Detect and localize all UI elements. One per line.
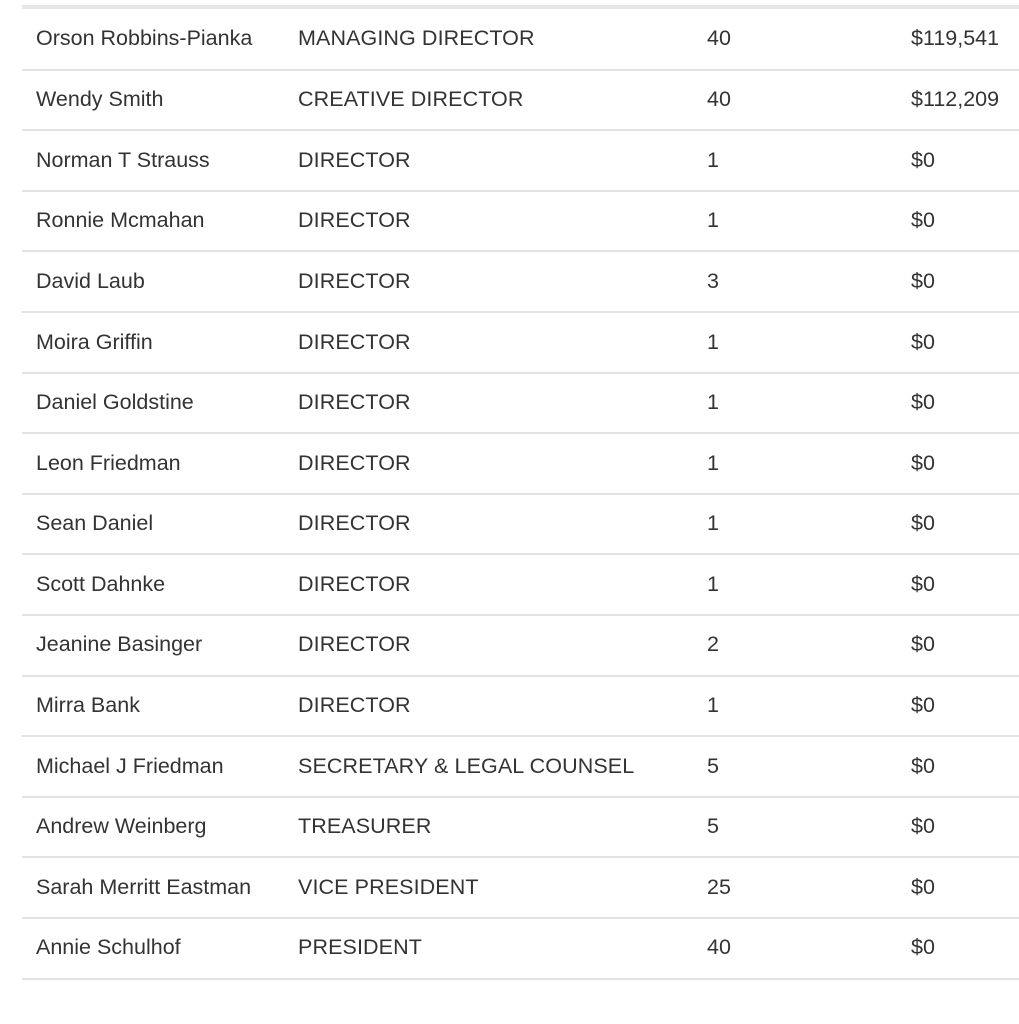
person-name: Daniel Goldstine: [36, 390, 194, 415]
table-row: [22, 857, 1019, 918]
hours-per-week: 1: [707, 329, 719, 354]
compensation-amount: $0: [911, 390, 935, 415]
table-row: [22, 191, 1019, 252]
person-title: PRESIDENT: [298, 935, 422, 960]
compensation-amount: $0: [911, 632, 935, 657]
hours-per-week: 1: [707, 390, 719, 415]
person-title: VICE PRESIDENT: [298, 874, 479, 899]
table-row: [22, 312, 1019, 373]
compensation-amount: $0: [911, 511, 935, 536]
person-name: Andrew Weinberg: [36, 814, 207, 839]
hours-per-week: 25: [707, 874, 731, 899]
person-title: DIRECTOR: [298, 571, 411, 596]
person-title: CREATIVE DIRECTOR: [298, 87, 524, 112]
hours-per-week: 1: [707, 208, 719, 233]
hours-per-week: 40: [707, 87, 731, 112]
hours-per-week: 3: [707, 268, 719, 293]
person-title: DIRECTOR: [298, 511, 411, 536]
person-title: DIRECTOR: [298, 693, 411, 718]
table-row: [22, 554, 1019, 615]
compensation-amount: $0: [911, 208, 935, 233]
person-name: Annie Schulhof: [36, 935, 181, 960]
table-row: [22, 251, 1019, 312]
table-row: [22, 373, 1019, 434]
hours-per-week: 2: [707, 632, 719, 657]
person-title: DIRECTOR: [298, 390, 411, 415]
person-name: Moira Griffin: [36, 329, 153, 354]
person-title: DIRECTOR: [298, 632, 411, 657]
person-title: DIRECTOR: [298, 450, 411, 475]
compensation-amount: $0: [911, 693, 935, 718]
compensation-amount: $0: [911, 329, 935, 354]
person-name: Leon Friedman: [36, 450, 181, 475]
compensation-amount: $0: [911, 753, 935, 778]
table-row: [22, 70, 1019, 131]
hours-per-week: 1: [707, 450, 719, 475]
person-name: Scott Dahnke: [36, 571, 166, 596]
compensation-amount: $0: [911, 268, 935, 293]
table-row: [22, 494, 1019, 555]
person-name: Wendy Smith: [36, 87, 164, 112]
hours-per-week: 40: [707, 935, 731, 960]
table-row: [22, 433, 1019, 494]
person-title: MANAGING DIRECTOR: [298, 26, 535, 51]
compensation-table-container: [22, 0, 1019, 980]
person-name: Orson Robbins-Pianka: [36, 26, 253, 51]
table-row: [22, 615, 1019, 676]
person-title: DIRECTOR: [298, 329, 411, 354]
person-title: SECRETARY & LEGAL COUNSEL: [298, 753, 635, 778]
hours-per-week: 1: [707, 693, 719, 718]
compensation-amount: $0: [911, 450, 935, 475]
table-row: [22, 9, 1019, 70]
table-row: [22, 130, 1019, 191]
person-name: Ronnie Mcmahan: [36, 208, 205, 233]
person-name: Michael J Friedman: [36, 753, 224, 778]
person-name: Norman T Strauss: [36, 147, 210, 172]
hours-per-week: 40: [707, 26, 731, 51]
person-name: David Laub: [36, 268, 145, 293]
person-title: DIRECTOR: [298, 268, 411, 293]
person-title: DIRECTOR: [298, 208, 411, 233]
hours-per-week: 1: [707, 147, 719, 172]
person-title: TREASURER: [298, 814, 432, 839]
hours-per-week: 1: [707, 571, 719, 596]
person-name: Jeanine Basinger: [36, 632, 203, 657]
hours-per-week: 1: [707, 511, 719, 536]
person-name: Sarah Merritt Eastman: [36, 874, 252, 899]
compensation-amount: $0: [911, 571, 935, 596]
compensation-amount: $0: [911, 874, 935, 899]
officer-compensation-table: [22, 9, 1019, 980]
person-name: Mirra Bank: [36, 693, 140, 718]
hours-per-week: 5: [707, 753, 719, 778]
table-row: [22, 797, 1019, 858]
compensation-amount: $112,209: [911, 87, 1000, 112]
compensation-amount: $119,541: [911, 26, 1000, 51]
hours-per-week: 5: [707, 814, 719, 839]
table-row: [22, 736, 1019, 797]
compensation-amount: $0: [911, 147, 935, 172]
table-body: [22, 9, 1019, 979]
table-row: [22, 676, 1019, 737]
person-name: Sean Daniel: [36, 511, 154, 536]
compensation-amount: $0: [911, 935, 935, 960]
person-title: DIRECTOR: [298, 147, 411, 172]
compensation-amount: $0: [911, 814, 935, 839]
table-row: [22, 918, 1019, 979]
